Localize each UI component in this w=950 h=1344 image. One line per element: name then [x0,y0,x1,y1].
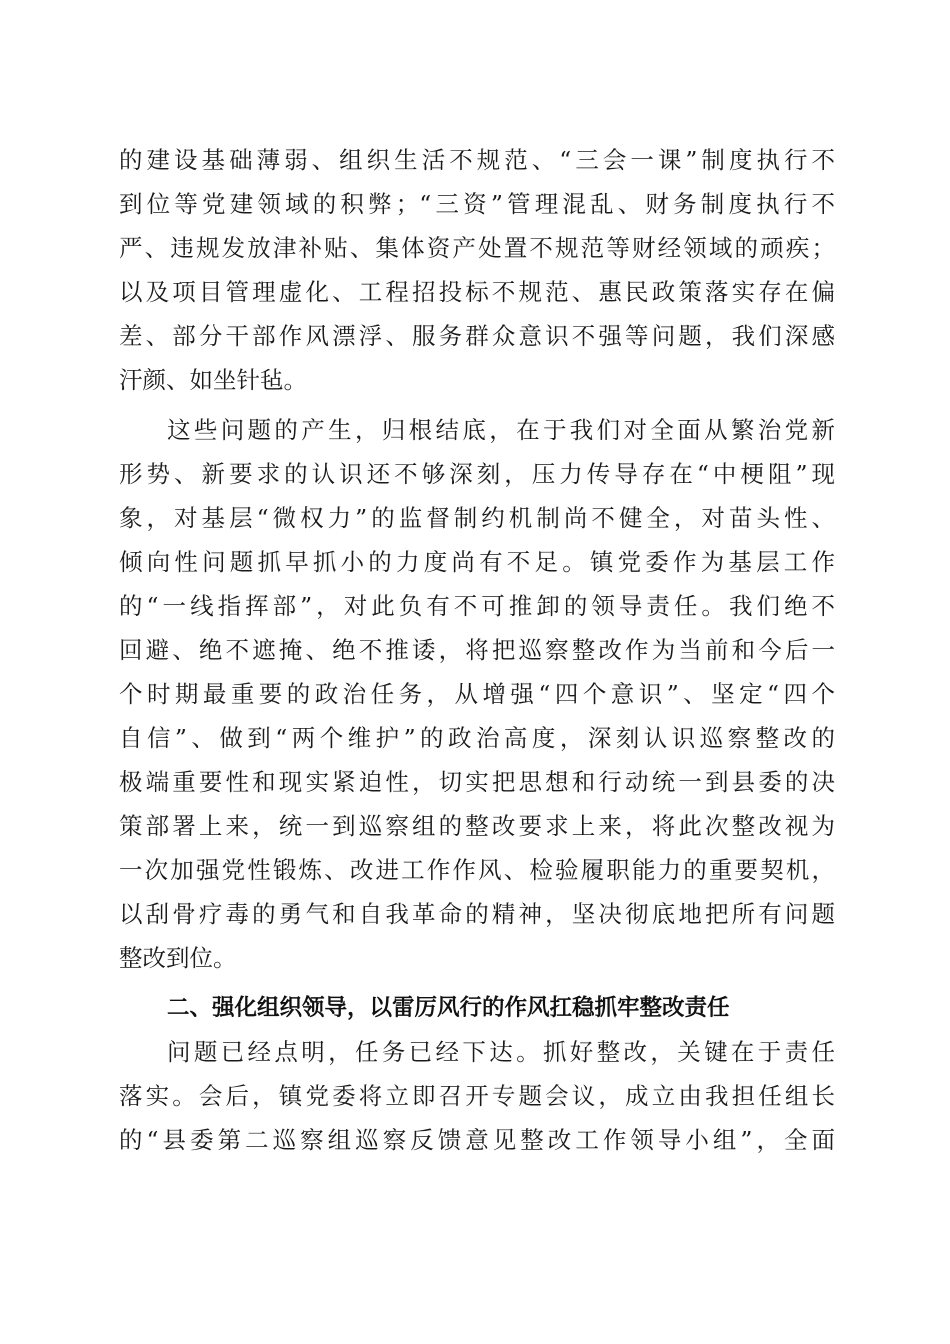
paragraph-line: 整改到位。 [119,944,237,972]
paragraph-line: 回避、绝不遮掩、绝不推诿，将把巡察整改作为当前和今后一 [119,636,835,664]
paragraph-line: 的“一线指挥部”，对此负有不可推卸的领导责任。我们绝不 [119,592,835,620]
paragraph-line: 倾向性问题抓早抓小的力度尚有不足。镇党委作为基层工作 [119,548,835,576]
section-heading: 二、强化组织领导，以雷厉风行的作风扛稳抓牢整改责任 [167,995,730,1021]
paragraph-line: 自信”、做到“两个维护”的政治高度，深刻认识巡察整改的 [119,724,835,752]
paragraph-line: 到位等党建领域的积弊；“三资”管理混乱、财务制度执行不 [119,190,835,218]
paragraph-line: 以及项目管理虚化、工程招投标不规范、惠民政策落实存在偏 [119,278,835,306]
paragraph-line: 以刮骨疗毒的勇气和自我革命的精神，坚决彻底地把所有问题 [119,900,835,928]
paragraph-line: 落实。会后，镇党委将立即召开专题会议，成立由我担任组长 [119,1082,835,1110]
body-text [119,138,835,1162]
paragraph-line: 这些问题的产生，归根结底，在于我们对全面从繁治党新 [167,416,835,444]
paragraph-2 [119,408,835,980]
paragraph-3 [119,1030,835,1162]
paragraph-line: 一次加强党性锻炼、改进工作作风、检验履职能力的重要契机， [119,856,835,884]
paragraph-line: 个时期最重要的政治任务，从增强“四个意识”、坚定“四个 [119,680,835,708]
paragraph-line: 汗颜、如坐针毡。 [119,366,307,394]
paragraph-line: 差、部分干部作风漂浮、服务群众意识不强等问题，我们深感 [119,322,835,350]
paragraph-line: 问题已经点明，任务已经下达。抓好整改，关键在于责任 [167,1038,835,1066]
paragraph-line: 的“县委第二巡察组巡察反馈意见整改工作领导小组”，全面 [119,1126,835,1154]
paragraph-1 [119,138,835,402]
paragraph-line: 策部署上来，统一到巡察组的整改要求上来，将此次整改视为 [119,812,835,840]
paragraph-line: 象，对基层“微权力”的监督制约机制尚不健全，对苗头性、 [119,504,835,532]
paragraph-line: 严、违规发放津补贴、集体资产处置不规范等财经领域的顽疾； [119,234,835,262]
paragraph-line: 的建设基础薄弱、组织生活不规范、“三会一课”制度执行不 [119,146,835,174]
paragraph-line: 形势、新要求的认识还不够深刻，压力传导存在“中梗阻”现 [119,460,835,488]
paragraph-line: 极端重要性和现实紧迫性，切实把思想和行动统一到县委的决 [119,768,835,796]
